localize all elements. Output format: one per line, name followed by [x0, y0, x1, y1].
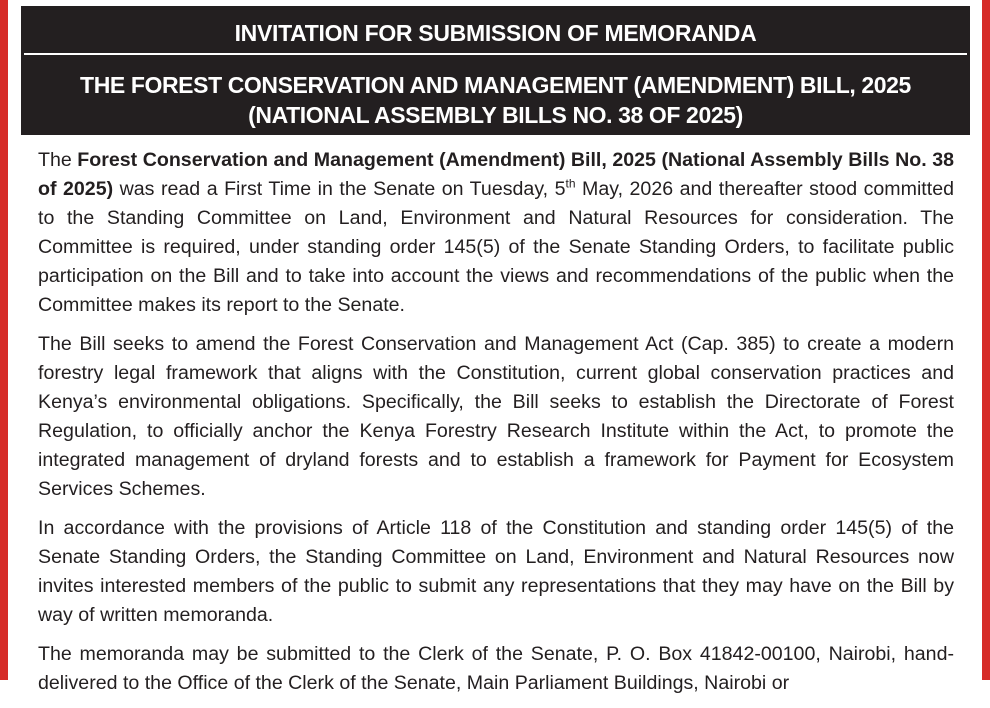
paragraph-3: In accordance with the provisions of Article 118 of the Constitution and standing order 145(5) of the Senate Standing Orders, the Standing Committee on Land, Environment and Natural Resources now invites interested members of the public to submit any representations that they may have on the Bill by way of written memoranda. — [38, 517, 954, 626]
bill-title-line-2: (NATIONAL ASSEMBLY BILLS NO. 38 OF 2025) — [248, 102, 743, 128]
right-red-border — [982, 0, 990, 680]
paragraph-1 — [38, 146, 954, 320]
paragraph-1-text-b: May, 2026 and thereafter stood committed to the Standing Committee on Land, Environment and Natural Resources for consideration. The Committee is required, under standing order 145(5) of the Senate Standing Orders, to facilitate public participation on the Bill and to take into account the views and recommendations of the public when the Committee makes its report to the Senate. — [38, 178, 954, 316]
notice-header — [21, 6, 970, 135]
bill-title — [21, 70, 970, 130]
date-superscript: th — [565, 176, 576, 191]
notice-title: INVITATION FOR SUBMISSION OF MEMORANDA — [234, 20, 757, 46]
paragraph-4: The memoranda may be submitted to the Clerk of the Senate, P. O. Box 41842-00100, Nairobi, hand-delivered to the Office of the Clerk of the Senate, Main Parliament Buildings, Nairobi or — [38, 643, 954, 694]
paragraph-1-intro: The — [38, 149, 78, 171]
paragraph-2: The Bill seeks to amend the Forest Conservation and Management Act (Cap. 385) to create a modern forestry legal framework that aligns with the Constitution, current global conservation practices and Kenya’s environmental obligations. Specifically, the Bill seeks to establish the Directorate of Forest Regulation, to officially anchor the Kenya Forestry Research Institute within the Act, to promote the integrated management of dryland forests and to establish a framework for Payment for Ecosystem Services Schemes. — [38, 333, 954, 500]
notice-body — [38, 146, 954, 708]
bill-name: Forest Conservation and Management (Amendment) Bill, 2025 (National Assembly Bills No. 38 of 2025) — [38, 149, 954, 200]
left-red-border — [0, 0, 8, 680]
header-divider — [24, 53, 967, 55]
bill-title-line-1: THE FOREST CONSERVATION AND MANAGEMENT (AMENDMENT) BILL, 2025 — [80, 72, 911, 98]
paragraph-1-text-a: was read a First Time in the Senate on Tuesday, 5 — [113, 178, 566, 200]
